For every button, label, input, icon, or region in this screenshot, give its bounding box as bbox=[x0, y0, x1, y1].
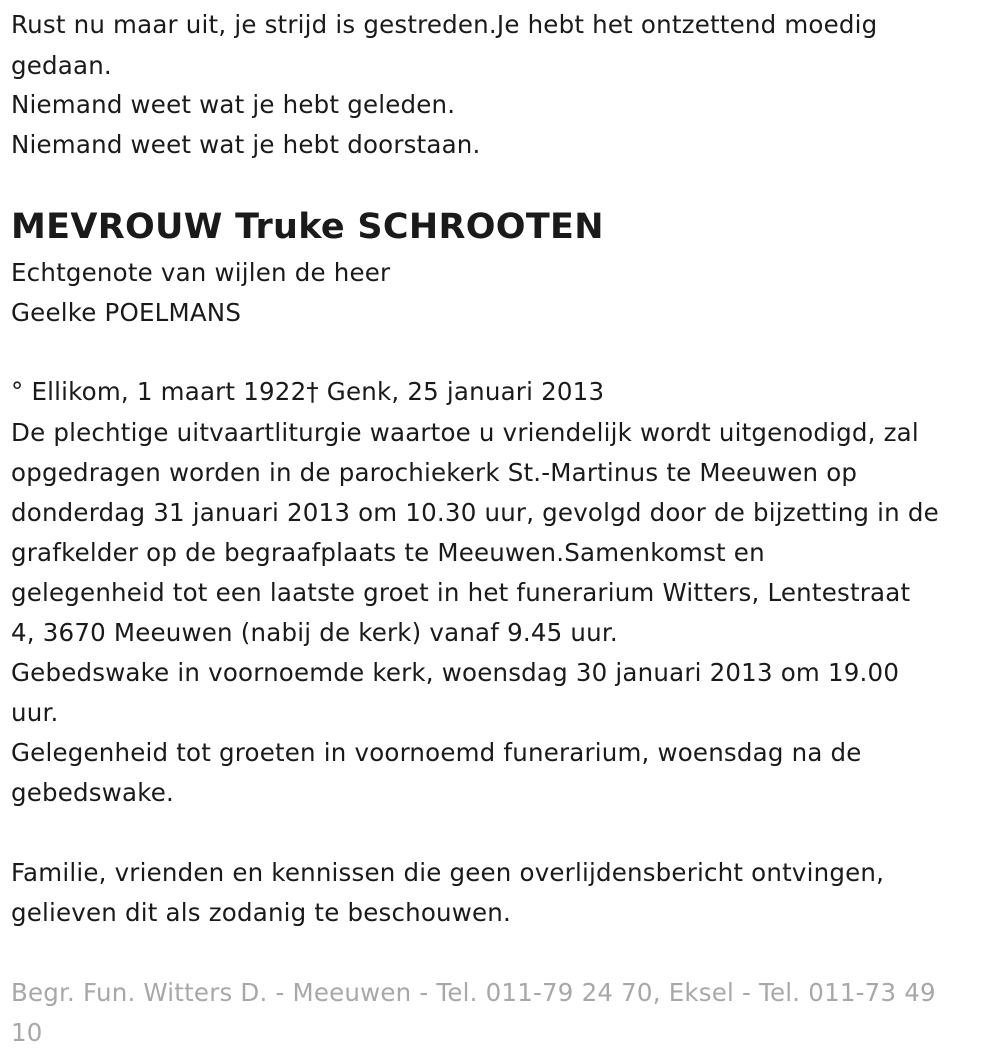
relation-line-1: Echtgenote van wijlen de heer bbox=[11, 258, 391, 287]
funeral-home-contact-line-1: Begr. Fun. Witters D. - Meeuwen - Tel. 011-79 24 70, Eksel - Tel. 011-73 49 bbox=[11, 978, 936, 1007]
funeral-line-4: grafkelder op de begraafplaats te Meeuwen.Samenkomst en bbox=[11, 538, 765, 567]
relation-line-2: Geelke POELMANS bbox=[11, 298, 242, 327]
poem-line-1: Rust nu maar uit, je strijd is gestreden.Je hebt het ontzettend moedig bbox=[11, 10, 878, 39]
poem-line-4: Niemand weet wat je hebt doorstaan. bbox=[11, 130, 481, 159]
greeting-line-2: gebedswake. bbox=[11, 778, 174, 807]
poem-line-2: gedaan. bbox=[11, 51, 112, 80]
funeral-line-1: De plechtige uitvaartliturgie waartoe u vriendelijk wordt uitgenodigd, zal bbox=[11, 418, 919, 447]
vigil-line-1: Gebedswake in voornoemde kerk, woensdag 30 januari 2013 om 19.00 bbox=[11, 658, 900, 687]
deceased-name: MEVROUW Truke SCHROOTEN bbox=[11, 207, 604, 247]
poem-line-3: Niemand weet wat je hebt geleden. bbox=[11, 90, 456, 119]
funeral-line-6: 4, 3670 Meeuwen (nabij de kerk) vanaf 9.45 uur. bbox=[11, 618, 618, 647]
vigil-line-2: uur. bbox=[11, 698, 59, 727]
birth-death-dates: ° Ellikom, 1 maart 1922† Genk, 25 januari 2013 bbox=[11, 377, 605, 406]
funeral-home-contact-line-2: 10 bbox=[11, 1018, 43, 1047]
family-note-line-2: gelieven dit als zodanig te beschouwen. bbox=[11, 898, 512, 927]
family-note-line-1: Familie, vrienden en kennissen die geen overlijdensbericht ontvingen, bbox=[11, 858, 885, 887]
funeral-line-2: opgedragen worden in de parochiekerk St.-Martinus te Meeuwen op bbox=[11, 458, 858, 487]
greeting-line-1: Gelegenheid tot groeten in voornoemd funerarium, woensdag na de bbox=[11, 738, 862, 767]
funeral-line-5: gelegenheid tot een laatste groet in het funerarium Witters, Lentestraat bbox=[11, 578, 911, 607]
funeral-line-3: donderdag 31 januari 2013 om 10.30 uur, gevolgd door de bijzetting in de bbox=[11, 498, 939, 527]
